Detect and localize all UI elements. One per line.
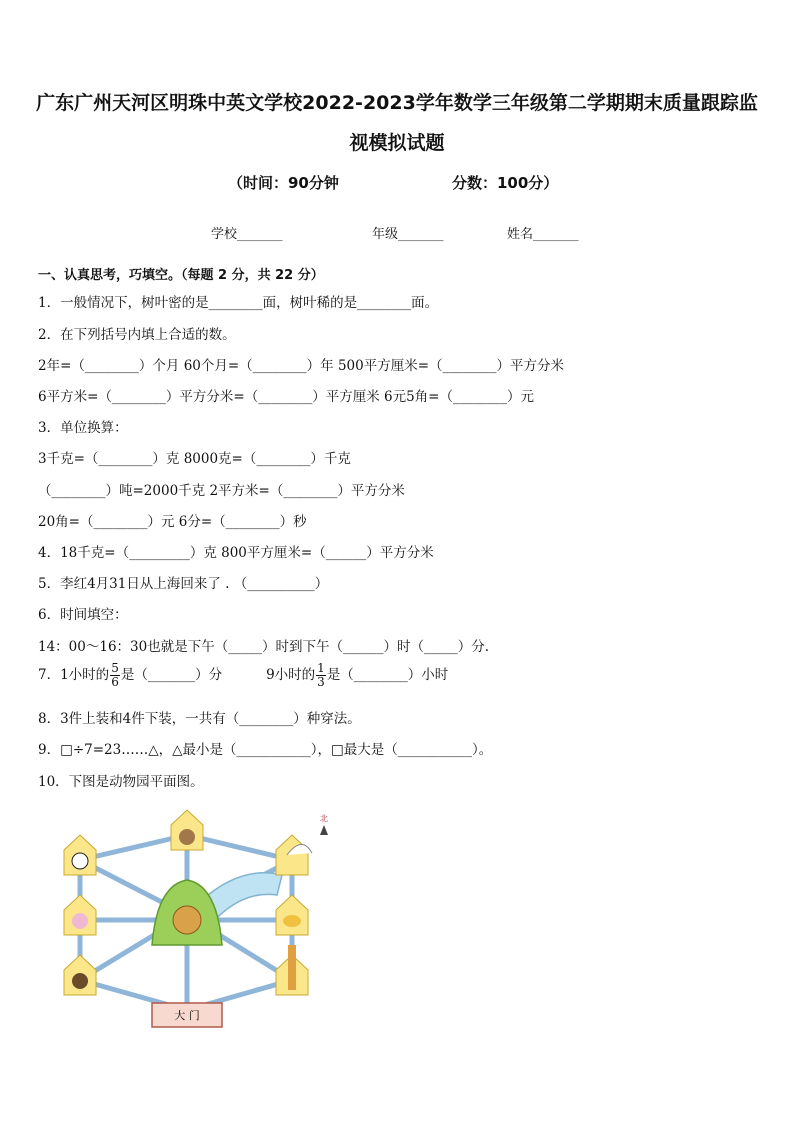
grade-field[interactable]: 年级_______ — [372, 227, 444, 242]
gate-label: 大 门 — [174, 1009, 200, 1022]
panda-house — [64, 835, 96, 875]
page-title-line1: 广东广州天河区明珠中英文学校2022-2023学年数学三年级第二学期期末质量跟踪监 — [36, 92, 758, 114]
question-line: 9．□÷7=23……△，△最小是（___________），□最大是（___________）。 — [38, 742, 493, 758]
question-line: 3．单位换算： — [38, 420, 128, 436]
question-line: 5．李红4月31日从上海回来了 . （__________） — [38, 576, 329, 592]
question-line: 10．下图是动物园平面图。 — [38, 774, 204, 790]
giraffe-house — [276, 945, 308, 995]
section-heading: 一、认真思考，巧填空。（每题 2 分，共 22 分） — [38, 268, 324, 283]
name-field[interactable]: 姓名_______ — [507, 227, 579, 242]
monkey-house — [171, 810, 203, 850]
q7-b-prefix: 9小时的 — [266, 667, 316, 683]
north-arrow-icon — [320, 825, 328, 835]
question-7 — [38, 662, 448, 689]
fish-house — [276, 895, 308, 935]
question-line: 20角=（________）元 6分=（________）秒 — [38, 514, 307, 530]
exam-time: （时间：90分钟 — [228, 174, 339, 192]
lion-icon — [173, 906, 201, 934]
zoo-map-illustration — [52, 805, 342, 1035]
page-title-line2: 视模拟试题 — [349, 132, 445, 154]
q7-a-prefix: 7．1小时的 — [38, 667, 110, 683]
question-line: 4．18千克=（_________）克 800平方厘米=（______）平方分米 — [38, 545, 434, 561]
question-line: 8．3件上装和4件下装，一共有（________）种穿法。 — [38, 711, 361, 727]
panda-icon — [72, 853, 88, 869]
elephant-house — [64, 895, 96, 935]
fraction-one-third: $\frac{1}{3}$ — [317, 661, 325, 689]
q7-b-suffix: 是（________）小时 — [326, 667, 449, 683]
question-line: 1．一般情况下，树叶密的是________面，树叶稀的是________面。 — [38, 295, 439, 311]
fish-icon — [283, 915, 301, 927]
crane-house — [276, 835, 312, 875]
question-line: 6平方米=（________）平方分米=（________）平方厘米 6元5角=（________）元 — [38, 389, 534, 405]
bear-house — [64, 955, 96, 995]
question-line: 2．在下列括号内填上合适的数。 — [38, 327, 236, 343]
question-line: （________）吨=2000千克 2平方米=（________）平方分米 — [38, 483, 405, 499]
question-line: 6．时间填空： — [38, 607, 128, 623]
exam-score: 分数：100分） — [452, 174, 559, 192]
north-label: 北 — [320, 814, 328, 823]
q7-a-suffix: 是（_______）分 — [120, 667, 223, 683]
monkey-icon — [179, 829, 195, 845]
question-line: 3千克=（________）克 8000克=（________）千克 — [38, 451, 351, 467]
school-field[interactable]: 学校_______ — [211, 227, 283, 242]
question-line: 2年=（________）个月 60个月=（________）年 500平方厘米=（________）平方分米 — [38, 358, 565, 374]
elephant-icon — [72, 913, 88, 929]
fraction-five-sixths: $\frac{5}{6}$ — [111, 661, 119, 689]
bear-icon — [72, 973, 88, 989]
question-line: 14：00～16：30也就是下午（_____）时到下午（______）时（_____）分. — [38, 639, 490, 655]
giraffe-icon — [288, 945, 296, 990]
